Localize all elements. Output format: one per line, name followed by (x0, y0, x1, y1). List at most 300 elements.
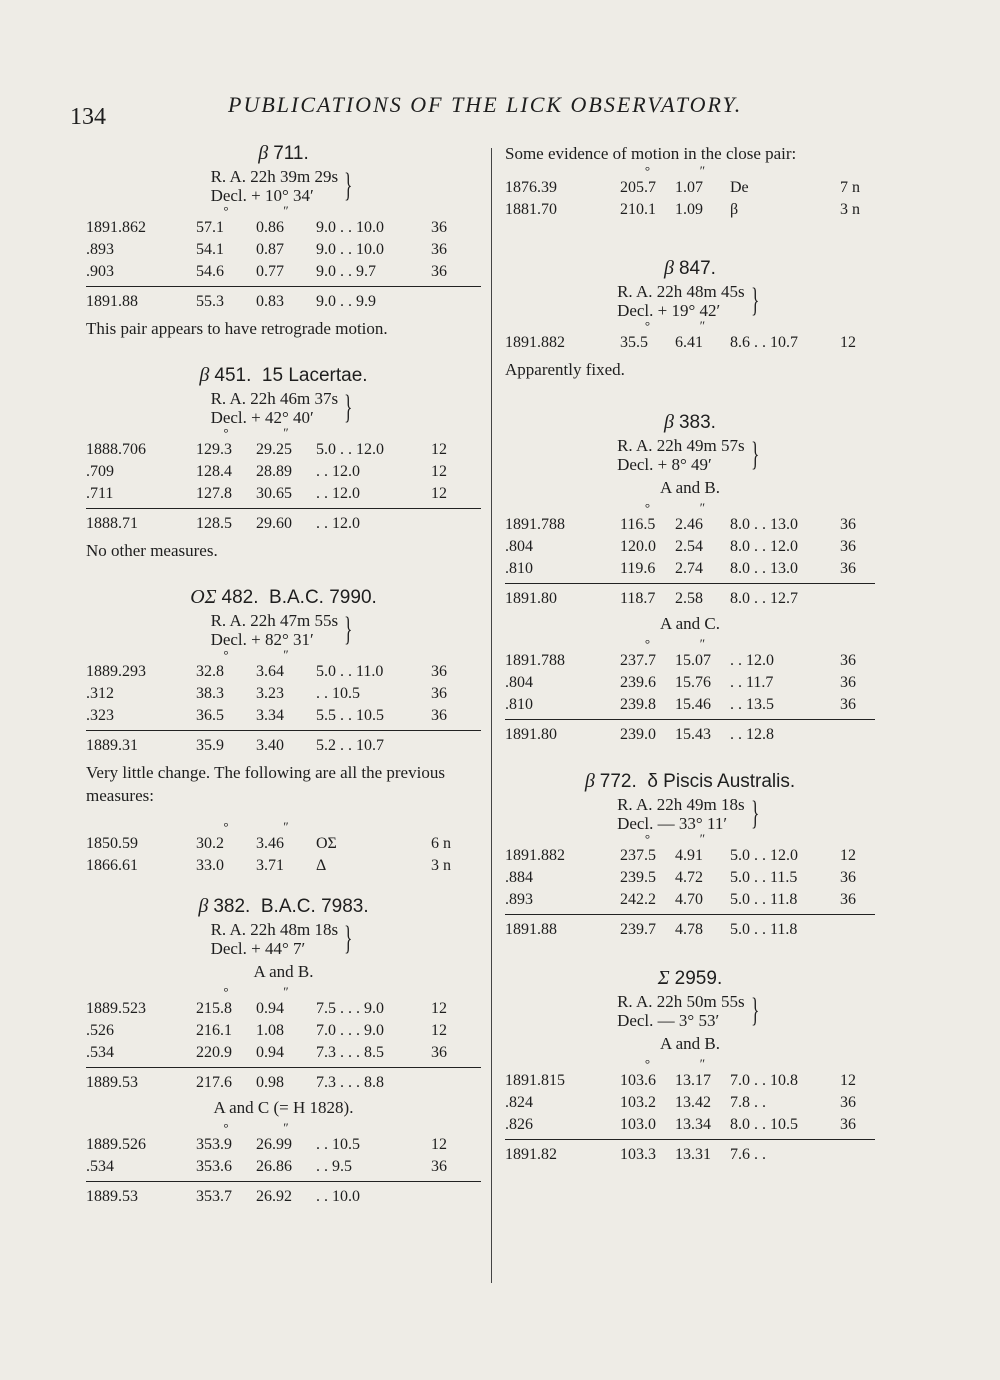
cell: 15.43 (675, 726, 711, 743)
cell: 2.54 (675, 538, 703, 555)
catalog-symbol: β (199, 364, 215, 386)
component-label: A and C (= H 1828). (213, 1098, 354, 1117)
cell: 36 (431, 219, 447, 236)
cell: 5.0 . . 11.8 (730, 891, 798, 908)
coordinate-lines (617, 992, 745, 1030)
measure-row (86, 217, 481, 239)
star-name: 15 Lacertae. (251, 365, 368, 386)
cell: 7 n (840, 179, 860, 196)
coordinate-lines (617, 282, 745, 320)
cell: 28.89 (256, 463, 292, 480)
star-title (86, 364, 481, 387)
note: This pair appears to have retrograde motion. (86, 319, 388, 338)
mean-row (86, 1067, 481, 1094)
unit-mark (316, 205, 431, 217)
cell: 1889.53 (86, 1074, 138, 1091)
cell: . . 10.5 (316, 685, 360, 702)
cell: 0.87 (256, 241, 284, 258)
cell: 239.5 (620, 869, 656, 886)
mean-row (505, 914, 875, 941)
cell (840, 724, 875, 746)
cell: 36 (840, 869, 856, 886)
cell: 6.41 (675, 334, 703, 351)
cell: 35.9 (196, 737, 224, 754)
cell: 1891.788 (505, 516, 565, 533)
coordinate-lines (617, 436, 745, 474)
mean-row (505, 719, 875, 746)
unit-mark (431, 649, 471, 661)
cell: .312 (86, 685, 114, 702)
unit-mark: ° (223, 1120, 229, 1135)
cell: 38.3 (196, 685, 224, 702)
cell (431, 513, 471, 535)
unit-mark (730, 833, 840, 845)
unit-mark (86, 821, 196, 833)
cell: 36 (840, 696, 856, 713)
cell: 5.0 . . 11.5 (730, 869, 798, 886)
unit-mark (730, 638, 840, 650)
previous-row (86, 855, 481, 877)
cell: 5.0 . . 12.0 (316, 441, 384, 458)
coordinates (505, 795, 875, 833)
cell: 30.2 (196, 835, 224, 852)
cell: 36.5 (196, 707, 224, 724)
cell: 36 (840, 538, 856, 555)
cell: 119.6 (620, 560, 656, 577)
measure-row (86, 683, 481, 705)
measure-row (505, 536, 875, 558)
page-number: 134 (70, 104, 106, 130)
cell: 36 (431, 1158, 447, 1175)
cell: 2.46 (675, 516, 703, 533)
star-entry (86, 142, 481, 340)
cell: .810 (505, 560, 533, 577)
measure-row (505, 672, 875, 694)
note: Very little change. The following are all the previous measures: (86, 763, 445, 805)
cell: 1889.523 (86, 1000, 146, 1017)
catalog-number: 772. (599, 771, 637, 792)
cell: 7.3 . . . 8.5 (316, 1044, 384, 1061)
cell: 239.0 (620, 726, 656, 743)
cell: 1891.882 (505, 847, 565, 864)
cell: 12 (431, 485, 447, 502)
component-label: A and B. (660, 478, 720, 497)
measure-row (86, 661, 481, 683)
cell: .711 (86, 485, 114, 502)
unit-mark (316, 1122, 431, 1134)
cell: 1850.59 (86, 835, 138, 852)
unit-mark (86, 427, 196, 439)
cell: 13.42 (675, 1094, 711, 1111)
cell: 103.0 (620, 1116, 656, 1133)
unit-row (505, 833, 875, 845)
cell: 239.6 (620, 674, 656, 691)
cell: 36 (431, 707, 447, 724)
cell: 12 (431, 441, 447, 458)
unit-mark (86, 986, 196, 998)
cell: 353.6 (196, 1158, 232, 1175)
star-entry (86, 586, 481, 877)
cell: 2.58 (675, 590, 703, 607)
brace: } (344, 167, 353, 204)
catalog-symbol: β (258, 142, 274, 164)
catalog-symbol: Σ (657, 967, 675, 989)
cell: 128.5 (196, 515, 232, 532)
unit-row (86, 427, 481, 439)
cell: 215.8 (196, 1000, 232, 1017)
cell: 12 (431, 463, 447, 480)
cell: 0.86 (256, 219, 284, 236)
coordinate-lines (211, 611, 339, 649)
cell: 353.9 (196, 1136, 232, 1153)
brace: } (750, 436, 759, 473)
star-entry (505, 967, 875, 1166)
right-ascension: R. A. 22h 48m 18s (210, 920, 339, 939)
cell: 26.92 (256, 1188, 292, 1205)
cell: 1891.80 (505, 726, 557, 743)
cell: 6 n (431, 835, 451, 852)
cell: 4.91 (675, 847, 703, 864)
star-entry (505, 411, 875, 746)
cell: 12 (840, 847, 856, 864)
measure-row (505, 332, 875, 354)
cell: . . 12.0 (730, 652, 774, 669)
cell: 36 (840, 1116, 856, 1133)
note: No other measures. (86, 541, 218, 560)
cell: 239.7 (620, 921, 656, 938)
catalog-symbol: β (198, 895, 214, 917)
cell (431, 291, 471, 313)
cell: 237.7 (620, 652, 656, 669)
coordinates (86, 611, 481, 649)
cell: 216.1 (196, 1022, 232, 1039)
cell: 1891.882 (505, 334, 565, 351)
cell: . . 12.8 (730, 726, 774, 743)
cell: 36 (840, 652, 856, 669)
coordinates (505, 282, 875, 320)
cell: . . 12.0 (316, 463, 360, 480)
cell (840, 1144, 875, 1166)
cell: 116.5 (620, 516, 656, 533)
catalog-number: 451. (214, 365, 252, 386)
coordinate-lines (211, 167, 339, 205)
cell: .810 (505, 696, 533, 713)
component-label: A and B. (253, 962, 314, 981)
unit-mark (840, 1058, 875, 1070)
cell: 36 (431, 685, 447, 702)
cell: 33.0 (196, 857, 224, 874)
cell: 103.2 (620, 1094, 656, 1111)
cell: .893 (505, 891, 533, 908)
cell: 1889.53 (86, 1188, 138, 1205)
catalog-number: 847. (678, 258, 716, 279)
cell: 8.0 . . 13.0 (730, 560, 798, 577)
cell: .893 (86, 241, 114, 258)
component-label: A and B. (660, 1034, 720, 1053)
star-title (86, 142, 481, 165)
star-title (505, 770, 875, 793)
cell: .323 (86, 707, 114, 724)
star-title (505, 257, 875, 280)
cell: 4.70 (675, 891, 703, 908)
unit-mark (505, 1058, 620, 1070)
cell: 3.40 (256, 737, 284, 754)
measure-row (86, 261, 481, 283)
cell: 237.5 (620, 847, 656, 864)
unit-mark: ° (644, 831, 651, 846)
unit-mark (505, 638, 620, 650)
star-entry (505, 257, 875, 381)
column-divider (491, 148, 492, 1283)
catalog-number: 382. (213, 896, 251, 917)
declination: Decl. + 8° 49′ (617, 455, 712, 474)
cell: 7.3 . . . 8.8 (316, 1074, 384, 1091)
coordinate-lines (211, 389, 339, 427)
cell: 220.9 (196, 1044, 232, 1061)
cell (840, 588, 875, 610)
cell: 103.6 (620, 1072, 656, 1089)
measure-row (86, 439, 481, 461)
cell: . . 10.0 (316, 1188, 360, 1205)
cell: 1891.815 (505, 1072, 565, 1089)
unit-mark: ° (223, 203, 229, 218)
cell: 205.7 (620, 179, 656, 196)
unit-mark: ″ (283, 1120, 289, 1135)
right-ascension: R. A. 22h 46m 37s (210, 389, 339, 408)
cell: . . 12.0 (316, 485, 360, 502)
cell: 26.99 (256, 1136, 292, 1153)
cell: 7.0 . . . 9.0 (316, 1022, 384, 1039)
unit-mark (316, 986, 431, 998)
measure-row (505, 694, 875, 716)
cell: 1891.82 (505, 1146, 557, 1163)
measure-row (505, 867, 875, 889)
note: Apparently fixed. (505, 360, 625, 379)
measure-row (86, 1156, 481, 1178)
coordinate-lines (211, 920, 339, 958)
cell: 242.2 (620, 891, 656, 908)
unit-mark (840, 320, 875, 332)
cell: 5.0 . . 11.8 (730, 921, 798, 938)
declination: Decl. + 82° 31′ (210, 630, 314, 649)
declination: Decl. — 33° 11′ (617, 814, 728, 833)
unit-mark: ″ (699, 500, 706, 515)
unit-mark: ° (644, 318, 651, 333)
cell: . . 10.5 (316, 1136, 360, 1153)
cell: 1889.31 (86, 737, 138, 754)
unit-mark: ″ (283, 819, 289, 834)
cell: 7.0 . . 10.8 (730, 1072, 798, 1089)
measure-row (505, 1092, 875, 1114)
cell: 15.76 (675, 674, 711, 691)
unit-mark (431, 986, 471, 998)
unit-mark (840, 833, 875, 845)
unit-mark (431, 821, 471, 833)
cell: 3 n (431, 857, 451, 874)
right-ascension: R. A. 22h 50m 55s (617, 992, 745, 1011)
unit-mark: ° (223, 647, 229, 662)
cell: 13.17 (675, 1072, 711, 1089)
cell: .534 (86, 1158, 114, 1175)
star-entry (505, 770, 875, 941)
star-title (505, 967, 875, 990)
cell (431, 735, 471, 757)
unit-mark (431, 1122, 471, 1134)
cell: .534 (86, 1044, 114, 1061)
unit-row (505, 502, 875, 514)
measure-row (505, 558, 875, 580)
coordinate-lines (617, 795, 745, 833)
cell: 36 (840, 1094, 856, 1111)
mean-row (86, 730, 481, 757)
cell: 54.6 (196, 263, 224, 280)
catalog-number: 711. (273, 143, 309, 164)
coordinates (505, 436, 875, 474)
intro-note: Some evidence of motion in the close pair: (505, 144, 797, 163)
unit-mark: ″ (283, 984, 289, 999)
cell: .804 (505, 674, 533, 691)
cell: 8.0 . . 13.0 (730, 516, 798, 533)
cell: 7.5 . . . 9.0 (316, 1000, 384, 1017)
cell: .804 (505, 538, 533, 555)
cell: De (730, 179, 749, 196)
cell: 1866.61 (86, 857, 138, 874)
measure-row (505, 889, 875, 911)
cell: 8.0 . . 12.0 (730, 538, 798, 555)
cell: . . 13.5 (730, 696, 774, 713)
unit-mark (730, 1058, 840, 1070)
unit-mark (316, 427, 431, 439)
cell: 7.8 . . (730, 1094, 766, 1111)
unit-mark (86, 205, 196, 217)
cell: 36 (431, 241, 447, 258)
cell: 0.98 (256, 1074, 284, 1091)
cell: 1891.788 (505, 652, 565, 669)
cell: . . 12.0 (316, 515, 360, 532)
cell: 4.72 (675, 869, 703, 886)
cell: 12 (431, 1136, 447, 1153)
brace: } (344, 389, 353, 426)
measure-row (86, 483, 481, 505)
cell: 9.0 . . 10.0 (316, 241, 384, 258)
measure-row (86, 1134, 481, 1156)
cell: .826 (505, 1116, 533, 1133)
cell: 9.0 . . 10.0 (316, 219, 384, 236)
unit-row (86, 649, 481, 661)
left-column (86, 142, 481, 1208)
star-entry (86, 364, 481, 562)
unit-row (505, 320, 875, 332)
cell: 1891.88 (86, 293, 138, 310)
running-head: PUBLICATIONS OF THE LICK OBSERVATORY. (228, 92, 743, 117)
unit-mark: ° (644, 636, 651, 651)
cell: .884 (505, 869, 533, 886)
cell: 8.0 . . 10.5 (730, 1116, 798, 1133)
cell: 26.86 (256, 1158, 292, 1175)
unit-mark: ° (644, 163, 651, 178)
cell: 2.74 (675, 560, 703, 577)
cell: 1888.71 (86, 515, 138, 532)
right-ascension: R. A. 22h 49m 57s (617, 436, 745, 455)
unit-mark (505, 165, 620, 177)
mean-row (505, 1139, 875, 1166)
cell: 5.0 . . 11.0 (316, 663, 384, 680)
catalog-number: 383. (678, 412, 716, 433)
cell: 353.7 (196, 1188, 232, 1205)
measure-row (505, 1070, 875, 1092)
cell: 8.6 . . 10.7 (730, 334, 798, 351)
coordinates (505, 992, 875, 1030)
cell: . . 11.7 (730, 674, 774, 691)
unit-row (86, 986, 481, 998)
measure-row (86, 1020, 481, 1042)
declination: Decl. + 19° 42′ (617, 301, 721, 320)
cell: 29.60 (256, 515, 292, 532)
cell: 0.83 (256, 293, 284, 310)
cell: 1891.88 (505, 921, 557, 938)
cell: 36 (840, 674, 856, 691)
cell: 54.1 (196, 241, 224, 258)
unit-mark: ° (223, 425, 229, 440)
mean-row (86, 1181, 481, 1208)
measure-row (86, 705, 481, 727)
right-ascension: R. A. 22h 49m 18s (617, 795, 745, 814)
catalog-symbol: β (584, 770, 600, 792)
star-name: B.A.C. 7983. (250, 896, 369, 917)
cell: 32.8 (196, 663, 224, 680)
mean-row (86, 286, 481, 313)
star-title (86, 895, 481, 918)
measure-row (86, 239, 481, 261)
cell (431, 1186, 471, 1208)
previous-row (505, 199, 875, 221)
cell: 1889.526 (86, 1136, 146, 1153)
star-name: B.A.C. 7990. (258, 587, 377, 608)
cell: .824 (505, 1094, 533, 1111)
cell: 36 (431, 663, 447, 680)
brace: } (750, 282, 759, 319)
coordinates (86, 167, 481, 205)
cell: 3.46 (256, 835, 284, 852)
unit-mark: ″ (283, 647, 289, 662)
cell: 36 (840, 516, 856, 533)
cell: 12 (840, 334, 856, 351)
cell: 5.5 . . 10.5 (316, 707, 384, 724)
brace: } (344, 920, 353, 957)
cell: 9.0 . . 9.7 (316, 263, 376, 280)
declination: Decl. + 10° 34′ (210, 186, 314, 205)
cell: 36 (431, 263, 447, 280)
unit-mark: ″ (283, 203, 289, 218)
cell: . . 9.5 (316, 1158, 352, 1175)
right-column (505, 142, 875, 1166)
cell: 0.94 (256, 1000, 284, 1017)
unit-mark: ° (644, 1056, 651, 1071)
cell: 3.34 (256, 707, 284, 724)
declination: Decl. — 3° 53′ (617, 1011, 720, 1030)
component-label: A and C. (660, 614, 720, 633)
measure-row (86, 998, 481, 1020)
unit-row (86, 1122, 481, 1134)
measure-row (86, 1042, 481, 1064)
cell: β (730, 201, 739, 218)
measure-row (505, 650, 875, 672)
cell: 12 (840, 1072, 856, 1089)
cell: 0.77 (256, 263, 284, 280)
cell: 3.71 (256, 857, 284, 874)
cell: .903 (86, 263, 114, 280)
mean-row (86, 508, 481, 535)
